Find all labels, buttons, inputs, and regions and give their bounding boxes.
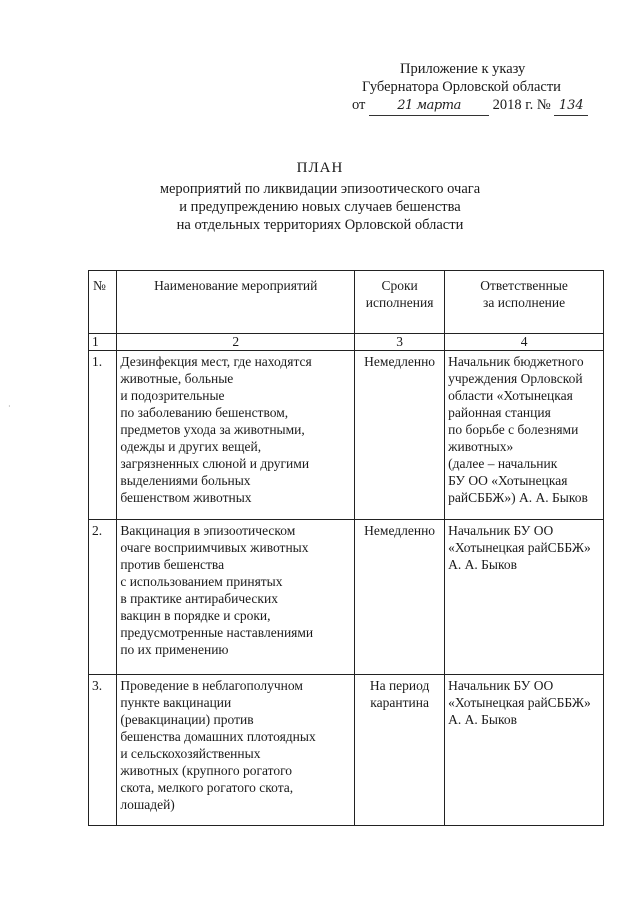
row-responsible: Начальник бюджетного учреждения Орловской области «Хотынецкая районная станция по борьбе с болезнями животных» (далее – начальник БУ ОО «Хотынецкая райСББЖ») А. А. Быков: [445, 351, 604, 520]
column-number: 3: [355, 334, 445, 351]
plan-subtitle-line: на отдельных территориях Орловской области: [176, 217, 464, 233]
handwritten-number: 134: [554, 97, 588, 116]
row-name: Дезинфекция мест, где находятся животные, больные и подозрительные по заболеванию бешенством, предметов ухода за животными, одежды и других вещей, загрязненных слюной и другими выделениями больных бешенством животных: [117, 351, 355, 520]
column-number: 1: [89, 334, 117, 351]
row-num: 1.: [89, 351, 117, 520]
table-row: [89, 351, 604, 520]
plan-table: [88, 270, 604, 826]
row-name: Проведение в неблагополучном пункте вакцинации (ревакцинации) против бешенства домашних плотоядных и сельскохозяйственных животных (крупного рогатого скота, мелкого рогатого скота, лошадей): [117, 675, 355, 826]
column-number: 2: [117, 334, 355, 351]
margin-mark: ·: [8, 402, 11, 411]
year-number-label: 2018 г. №: [492, 97, 551, 113]
table-row: [89, 520, 604, 675]
row-name: Вакцинация в эпизоотическом очаге восприимчивых животных против бешенства с использованием принятых в практике антирабических вакцин в порядке и сроки, предусмотренные наставлениями по их применению: [117, 520, 355, 675]
plan-title: ПЛАН: [296, 160, 344, 176]
header-responsible: Ответственные за исполнение: [445, 271, 604, 334]
plan-subtitle-line: и предупреждению новых случаев бешенства: [179, 199, 461, 215]
row-num: 3.: [89, 675, 117, 826]
row-num: 2.: [89, 520, 117, 675]
column-number-row: [89, 334, 604, 351]
from-label: от: [352, 97, 366, 113]
plan-subtitle-line: мероприятий по ликвидации эпизоотического очага: [159, 181, 481, 197]
header-num: №: [89, 271, 117, 334]
column-number: 4: [445, 334, 604, 351]
table-row: [89, 675, 604, 826]
row-term: На период карантина: [355, 675, 445, 826]
row-responsible: Начальник БУ ОО «Хотынецкая райСББЖ» А. А. Быков: [445, 520, 604, 675]
header-name: Наименование мероприятий: [117, 271, 355, 334]
appendix-line-1: Приложение к указу: [400, 61, 526, 77]
handwritten-date: 21 марта: [369, 97, 489, 116]
header-term: Сроки исполнения: [355, 271, 445, 334]
appendix-date-line: [352, 96, 588, 116]
row-term: Немедленно: [355, 520, 445, 675]
appendix-line-2: Губернатора Орловской области: [362, 79, 561, 95]
plan-subtitle: [0, 180, 640, 234]
row-responsible: Начальник БУ ОО «Хотынецкая райСББЖ» А. А. Быков: [445, 675, 604, 826]
table-header-row: [89, 271, 604, 334]
row-term: Немедленно: [355, 351, 445, 520]
appendix-header: [352, 60, 588, 116]
